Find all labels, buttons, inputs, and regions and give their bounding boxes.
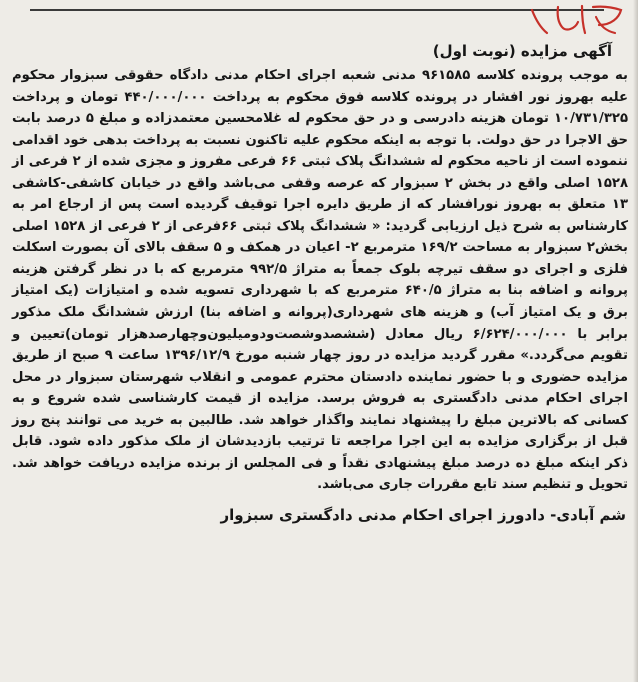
top-divider [30, 9, 604, 11]
notice-body: به موجب پرونده کلاسه ۹۶۱۵۸۵ مدنی شعبه اجرای احکام مدنی دادگاه حقوقی سبزوار محکوم علیه بهروز نور افشار در پرونده کلاسه فوق محکوم به پرداخت ۴۴۰/۰۰۰/۰۰۰ تومان و پرداخت ۱۰/۷۳۱/۳۲۵ تومان هزینه دادرسی و در حق محکوم له غلامحسین معتمدزاده و مبلغ ۵ درصد بابت حق الاجرا در حق دولت. با توجه به اینکه محکوم علیه تاکنون نسبت به پرداخت بدهی خود اقدامی ننموده است از ناحیه محکوم له ششدانگ پلاک ثبتی ۶۶ فرعی مفروز و مجزی شده از ۲ فرعی از ۱۵۲۸ اصلی واقع در بخش ۲ سبزوار که عرصه وقفی می‌باشد واقع در خیابان کاشفی-کاشفی ۱۳ متعلق به بهروز نورافشار که از طریق دایره اجرا توقیف گردیده است پس از ارجاع امر به کارشناس به شرح ذیل ارزیابی گردید: « ششدانگ پلاک ثبتی ۶۶فرعی از ۲ فرعی از ۱۵۲۸ اصلی بخش۲ سبزوار به مساحت ۱۶۹/۲ مترمربع ۲- اعیان در همکف و ۵ سقف بالای آن بصورت اسکلت فلزی و اجرای دو سقف تیرچه بلوک جمعاً به متراژ ۹۹۲/۵ مترمربع که با در نظر گرفتن هزینه پروانه و اضافه بنا به متراژ ۶۴۰/۵ مترمربع که با شهرداری تسویه شده و امتیازات (یک امتیاز برق و یک امتیاز آب) و هزینه های شهرداری(پروانه و اضافه بنا) ارزش ششدانگ ملک مذکور برابر با ۶/۶۲۴/۰۰۰/۰۰۰ ریال معادل (ششصدوشصت‌ودومیلیون‌وچهارصدهزار تومان)تعیین و تقویم می‌گردد.» مقرر گردید مزایده در روز چهار شنبه مورخ ۱۳۹۶/۱۲/۹ ساعت ۹ صبح از طریق مزایده حضوری و با حضور نماینده دادستان محترم عمومی و انقلاب شهرستان سبزوار در محل اجرای احکام مدنی دادگستری به فروش برسد. مزایده از قیمت کارشناسی شده شروع و به کسانی که بالاترین مبلغ را پیشنهاد نمایند واگذار خواهد شد. طالبین به خرید می توانند پنج روز قبل از برگزاری مزایده به این اجرا مراجعه تا ترتیب بازدیدشان از ملک مذکور داده شود. قابل ذکر اینکه مبلغ ده درصد مبلغ پیشنهادی نقداً و فی المجلس از برنده مزایده دریافت خواهد شد. تحویل و تنظیم سند تابع مقررات جاری می‌باشد. [12, 68, 629, 493]
auction-notice [12, 40, 628, 672]
notice-title: آگهی مزایده (نوبت اول) [432, 42, 612, 60]
scan-edge-shadow [633, 0, 638, 682]
notice-signature: شم آبادی- دادورز اجرای احکام مدنی دادگستری سبزوار [220, 505, 626, 524]
handwritten-number-mark [520, 2, 624, 38]
